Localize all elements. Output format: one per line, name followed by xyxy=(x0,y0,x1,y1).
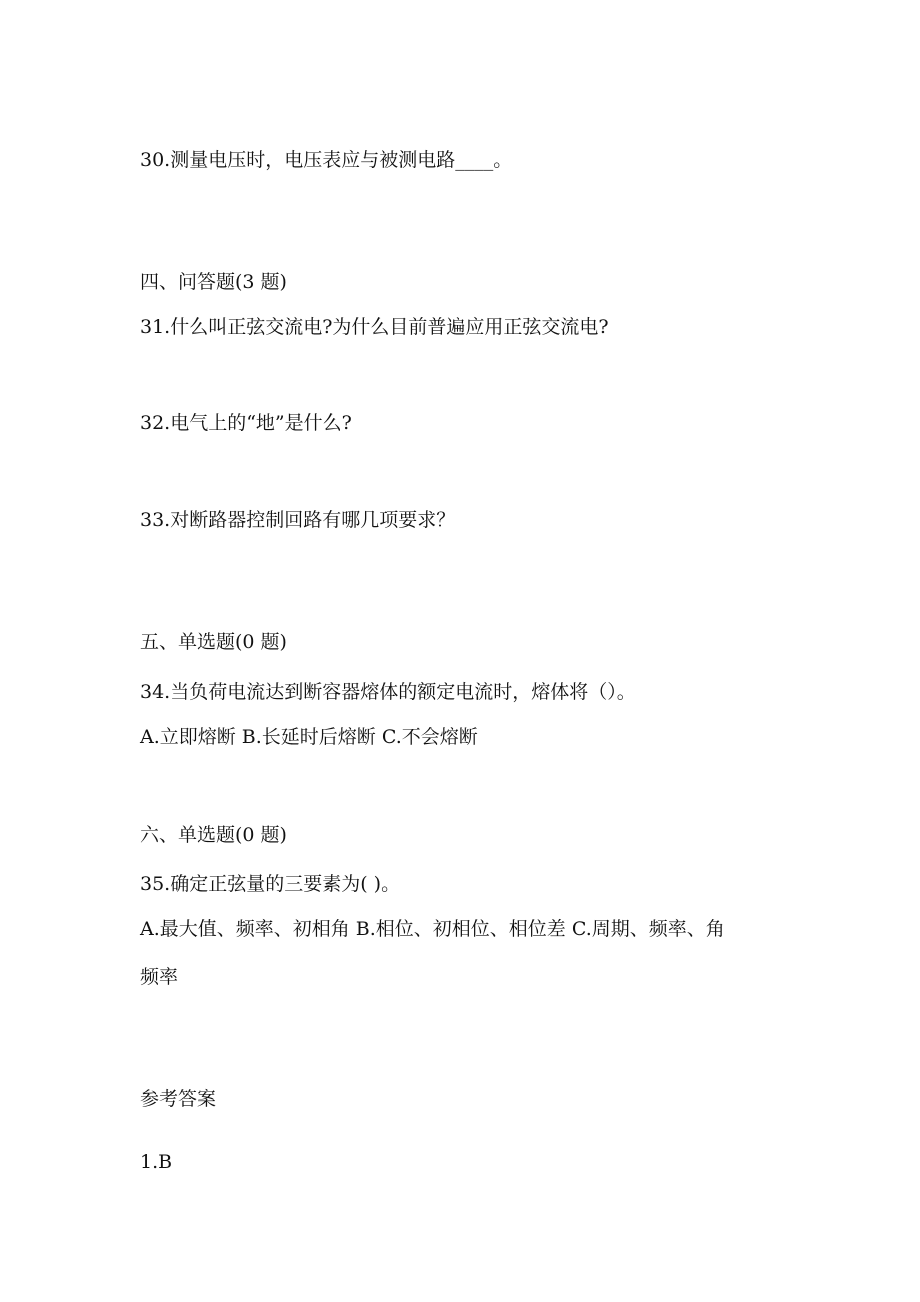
question-35: 35.确定正弦量的三要素为( )。 xyxy=(140,873,401,895)
question-34-options: A.立即熔断 B.长延时后熔断 C.不会熔断 xyxy=(140,726,478,748)
question-34: 34.当负荷电流达到断容器熔体的额定电流时，熔体将（）。 xyxy=(140,681,636,703)
question-32: 32.电气上的“地”是什么? xyxy=(140,412,352,434)
question-35-options-line1: A.最大值、频率、初相角 B.相位、初相位、相位差 C.周期、频率、角 xyxy=(140,918,725,940)
section-heading-4: 四、问答题(3 题) xyxy=(140,271,287,293)
section-heading-5: 五、单选题(0 题) xyxy=(140,631,287,653)
question-31: 31.什么叫正弦交流电?为什么目前普遍应用正弦交流电? xyxy=(140,316,609,338)
question-33: 33.对断路器控制回路有哪几项要求？ xyxy=(140,509,456,531)
question-30: 30.测量电压时，电压表应与被测电路____。 xyxy=(140,149,513,171)
answer-1: 1.B xyxy=(140,1151,173,1173)
question-35-options-line2: 频率 xyxy=(140,966,179,988)
section-heading-6: 六、单选题(0 题) xyxy=(140,824,287,846)
answers-heading: 参考答案 xyxy=(140,1088,217,1110)
